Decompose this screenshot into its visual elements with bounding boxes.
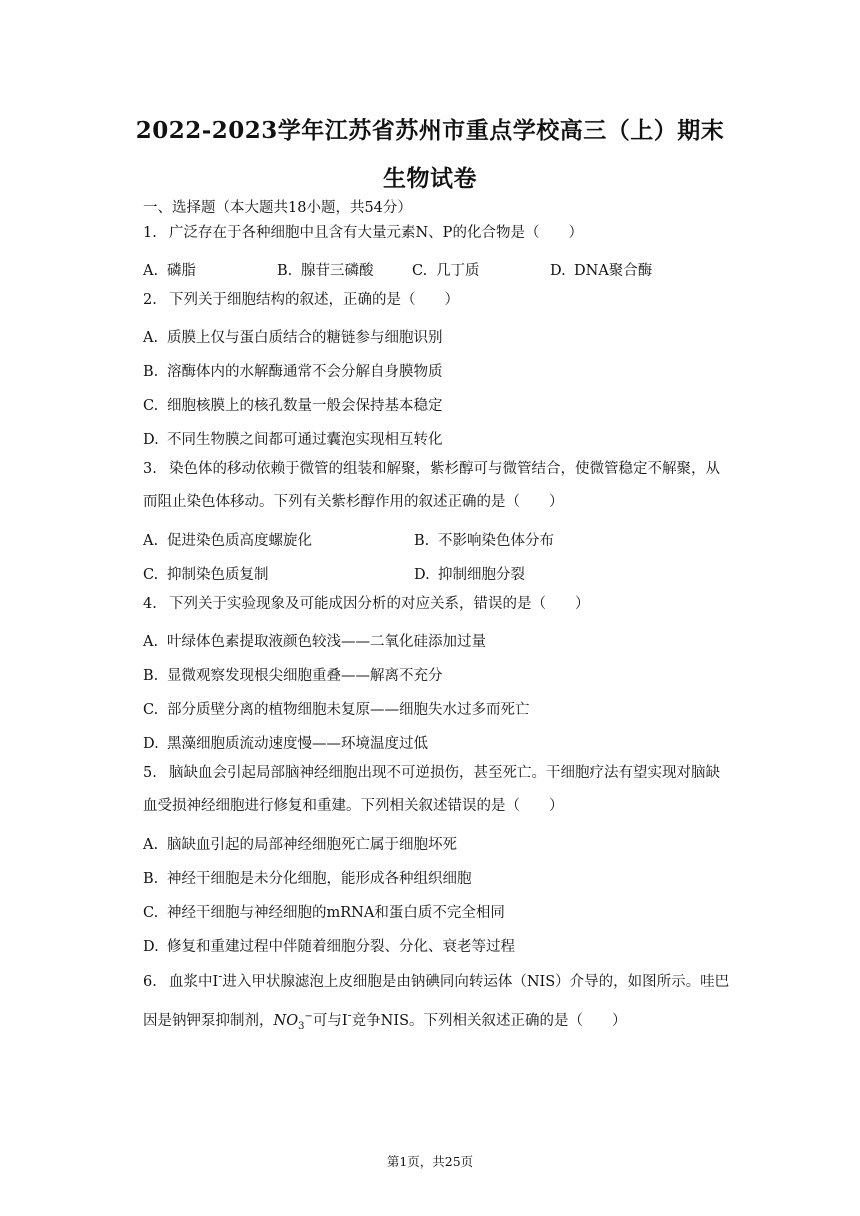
question-number: 2. [143, 292, 157, 308]
question-2-option-d: D. 不同生物膜之间都可通过囊泡实现相互转化 [143, 432, 443, 448]
question-text: 下列关于细胞结构的叙述，正确的是（ ） [169, 292, 459, 308]
question-text: 广泛存在于各种细胞中且含有大量元素N、P的化合物是（ ） [169, 225, 583, 241]
question-1-option-b: B. 腺苷三磷酸 [277, 263, 374, 279]
question-1-option-c: C. 几丁质 [412, 263, 480, 279]
question-text-continued: 竞争NIS。下列相关叙述正确的是（ ） [351, 1012, 627, 1029]
question-number: 5. [143, 765, 157, 781]
question-3-option-b: B. 不影响染色体分布 [414, 533, 554, 549]
question-5-option-c: C. 神经干细胞与神经细胞的mRNA和蛋白质不完全相同 [143, 905, 505, 921]
question-number: 3. [143, 461, 157, 477]
question-number: 1. [143, 225, 157, 241]
question-text: 血浆中I [169, 973, 219, 990]
iodide-charge: - [218, 969, 223, 983]
question-4-stem [143, 588, 753, 621]
question-4-option-a: A. 叶绿体色素提取液颜色较浅——二氧化硅添加过量 [143, 634, 486, 650]
question-6-stem [143, 960, 753, 1043]
question-text-continued: 可与I [312, 1012, 348, 1029]
question-5-option-b: B. 神经干细胞是未分化细胞，能形成各种组织细胞 [143, 871, 472, 887]
question-3-option-c: C. 抑制染色质复制 [143, 567, 269, 583]
question-text: 进入甲状腺滤泡上皮细胞是由钠碘同向转运体（NIS）介导的，如图所示。哇巴 [222, 973, 730, 990]
page-footer: 第1页，共25页 [386, 1154, 474, 1169]
question-text: 脑缺血会引起局部脑神经细胞出现不可逆损伤，甚至死亡。干细胞疗法有望实现对脑缺 [169, 765, 720, 781]
question-1-option-a: A. 磷脂 [143, 263, 196, 279]
question-text: 下列关于实验现象及可能成因分析的对应关系，错误的是（ ） [169, 596, 590, 612]
question-4-option-c: C. 部分质壁分离的植物细胞未复原——细胞失水过多而死亡 [143, 702, 530, 718]
question-3-option-d: D. 抑制细胞分裂 [414, 567, 525, 583]
question-number: 6. [143, 973, 157, 990]
section-header: 一、选择题（本大题共18小题，共54分） [143, 200, 412, 216]
exam-title: 2022-2023学年江苏省苏州市重点学校高三（上）期末 [135, 117, 725, 144]
question-3-option-a: A. 促进染色质高度螺旋化 [143, 533, 312, 549]
question-text-continued: 因是钠钾泵抑制剂， [143, 1012, 274, 1029]
question-1-stem [143, 217, 753, 250]
question-2-option-c: C. 细胞核膜上的核孔数量一般会保持基本稳定 [143, 398, 443, 414]
question-text: 染色体的移动依赖于微管的组装和解聚，紫杉醇可与微管结合，使微管稳定不解聚，从 [169, 461, 720, 477]
question-5-option-d: D. 修复和重建过程中伴随着细胞分裂、分化、衰老等过程 [143, 939, 515, 955]
exam-subtitle: 生物试卷 [383, 165, 477, 192]
question-2-option-b: B. 溶酶体内的水解酶通常不会分解自身膜物质 [143, 364, 443, 380]
question-4-option-d: D. 黑藻细胞质流动速度慢——环境温度过低 [143, 736, 428, 752]
question-text-continued: 而阻止染色体移动。下列有关紫杉醇作用的叙述正确的是（ ） [143, 494, 564, 510]
question-2-option-a: A. 质膜上仅与蛋白质结合的糖链参与细胞识别 [143, 330, 443, 346]
iodide-charge: - [347, 1007, 352, 1022]
question-5-stem [143, 757, 753, 823]
question-5-option-a: A. 脑缺血引起的局部神经细胞死亡属于细胞坏死 [143, 837, 457, 853]
question-4-option-b: B. 显微观察发现根尖细胞重叠——解离不充分 [143, 668, 443, 684]
question-text-continued: 血受损神经细胞进行修复和重建。下列相关叙述错误的是（ ） [143, 798, 564, 814]
question-3-stem [143, 453, 753, 519]
question-number: 4. [143, 596, 157, 612]
nitrate-ion-formula: $NO_3^-$ [273, 1010, 313, 1032]
question-1-option-d: D. DNA聚合酶 [550, 263, 653, 279]
question-2-stem [143, 284, 753, 317]
